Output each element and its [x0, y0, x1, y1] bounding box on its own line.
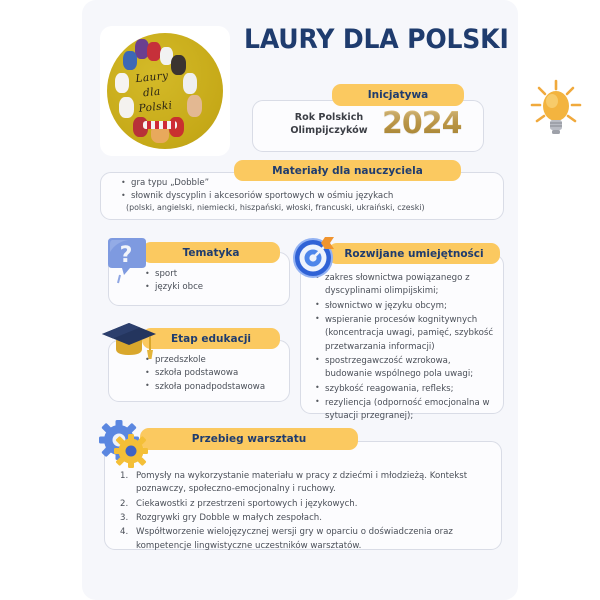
athlete-figure [147, 42, 161, 61]
workshop-list [120, 470, 492, 554]
list-item: • szkoła podstawowa [144, 367, 284, 380]
workshop-pill: Przebieg warsztatu [140, 428, 358, 450]
list-item: Współtworzenie wielojęzycznej wersji gry w oparciu o doświadczenia oraz kompetencje lingwistyczne uczestników warsztatów. [136, 527, 453, 551]
logo-disc [107, 33, 223, 149]
gears-icon [98, 420, 154, 470]
question-bubble-icon [104, 236, 150, 284]
initiative-year: 2024 [382, 106, 462, 141]
athlete-figure [119, 97, 134, 118]
logo-card [100, 26, 230, 156]
list-item: • przedszkole [144, 354, 284, 367]
list-item: • języki obce [144, 281, 284, 294]
initiative-text: Rok Polskich Olimpijczyków [290, 112, 368, 136]
list-item: • słownictwo w języku obcym; [314, 300, 500, 313]
target-dart-icon [292, 234, 338, 280]
list-item: • sport [144, 268, 284, 281]
materials-languages: (polski, angielski, niemiecki, hiszpański, włoski, francuski, ukraiński, czeski) [126, 203, 425, 212]
scarf [143, 121, 177, 129]
athlete-figure [123, 51, 137, 70]
poster-card [82, 0, 518, 600]
list-item: • szkoła ponadpodstawowa [144, 381, 284, 394]
logo-script-text: Laury dla Polski [134, 69, 173, 115]
lightbulb-icon [528, 78, 584, 140]
education-stage-pill: Etap edukacji [142, 328, 280, 349]
list-item: • spostrzegawczość wzrokowa, budowanie wspólnego pola uwagi; [314, 355, 500, 382]
list-item: • gra typu „Dobble” [120, 177, 492, 190]
education-stage-list [144, 354, 284, 394]
topics-list [144, 268, 284, 295]
page-title: LAURY DLA POLSKI [244, 24, 509, 55]
list-item: Rozgrywki gry Dobble w małych zespołach. [136, 512, 322, 523]
athlete-figure [115, 73, 129, 93]
svg-text:?: ? [119, 243, 133, 268]
initiative-pill: Inicjatywa [332, 84, 464, 106]
list-item: • słownik dyscyplin i akcesoriów sportowych w ośmiu językach [120, 190, 492, 203]
topics-pill: Tematyka [142, 242, 280, 263]
list-item: • rezyliencja (odporność emocjonalna w sytuacji przegranej); [314, 397, 500, 424]
skills-pill: Rozwijane umiejętności [328, 243, 500, 264]
materials-pill: Materiały dla nauczyciela [234, 160, 461, 181]
list-item: Ciekawostki z przestrzeni sportowych i językowych. [136, 498, 358, 509]
list-item: Pomysły na wykorzystanie materiału w pracy z dziećmi i młodzieżą. Kontekst poznawczy, społeczno-emocjonalny i ruchowy. [136, 471, 468, 495]
graduation-cap-icon [100, 318, 158, 362]
list-item: • wspieranie procesów kognitywnych (koncentracja uwagi, pamięć, szybkość przetwarzania informacji) [314, 314, 500, 354]
list-item: • szybkość reagowania, refleks; [314, 383, 500, 396]
skills-list [314, 272, 500, 424]
list-item: • zakres słownictwa powiązanego z dyscyplinami olimpijskimi; [314, 272, 500, 299]
